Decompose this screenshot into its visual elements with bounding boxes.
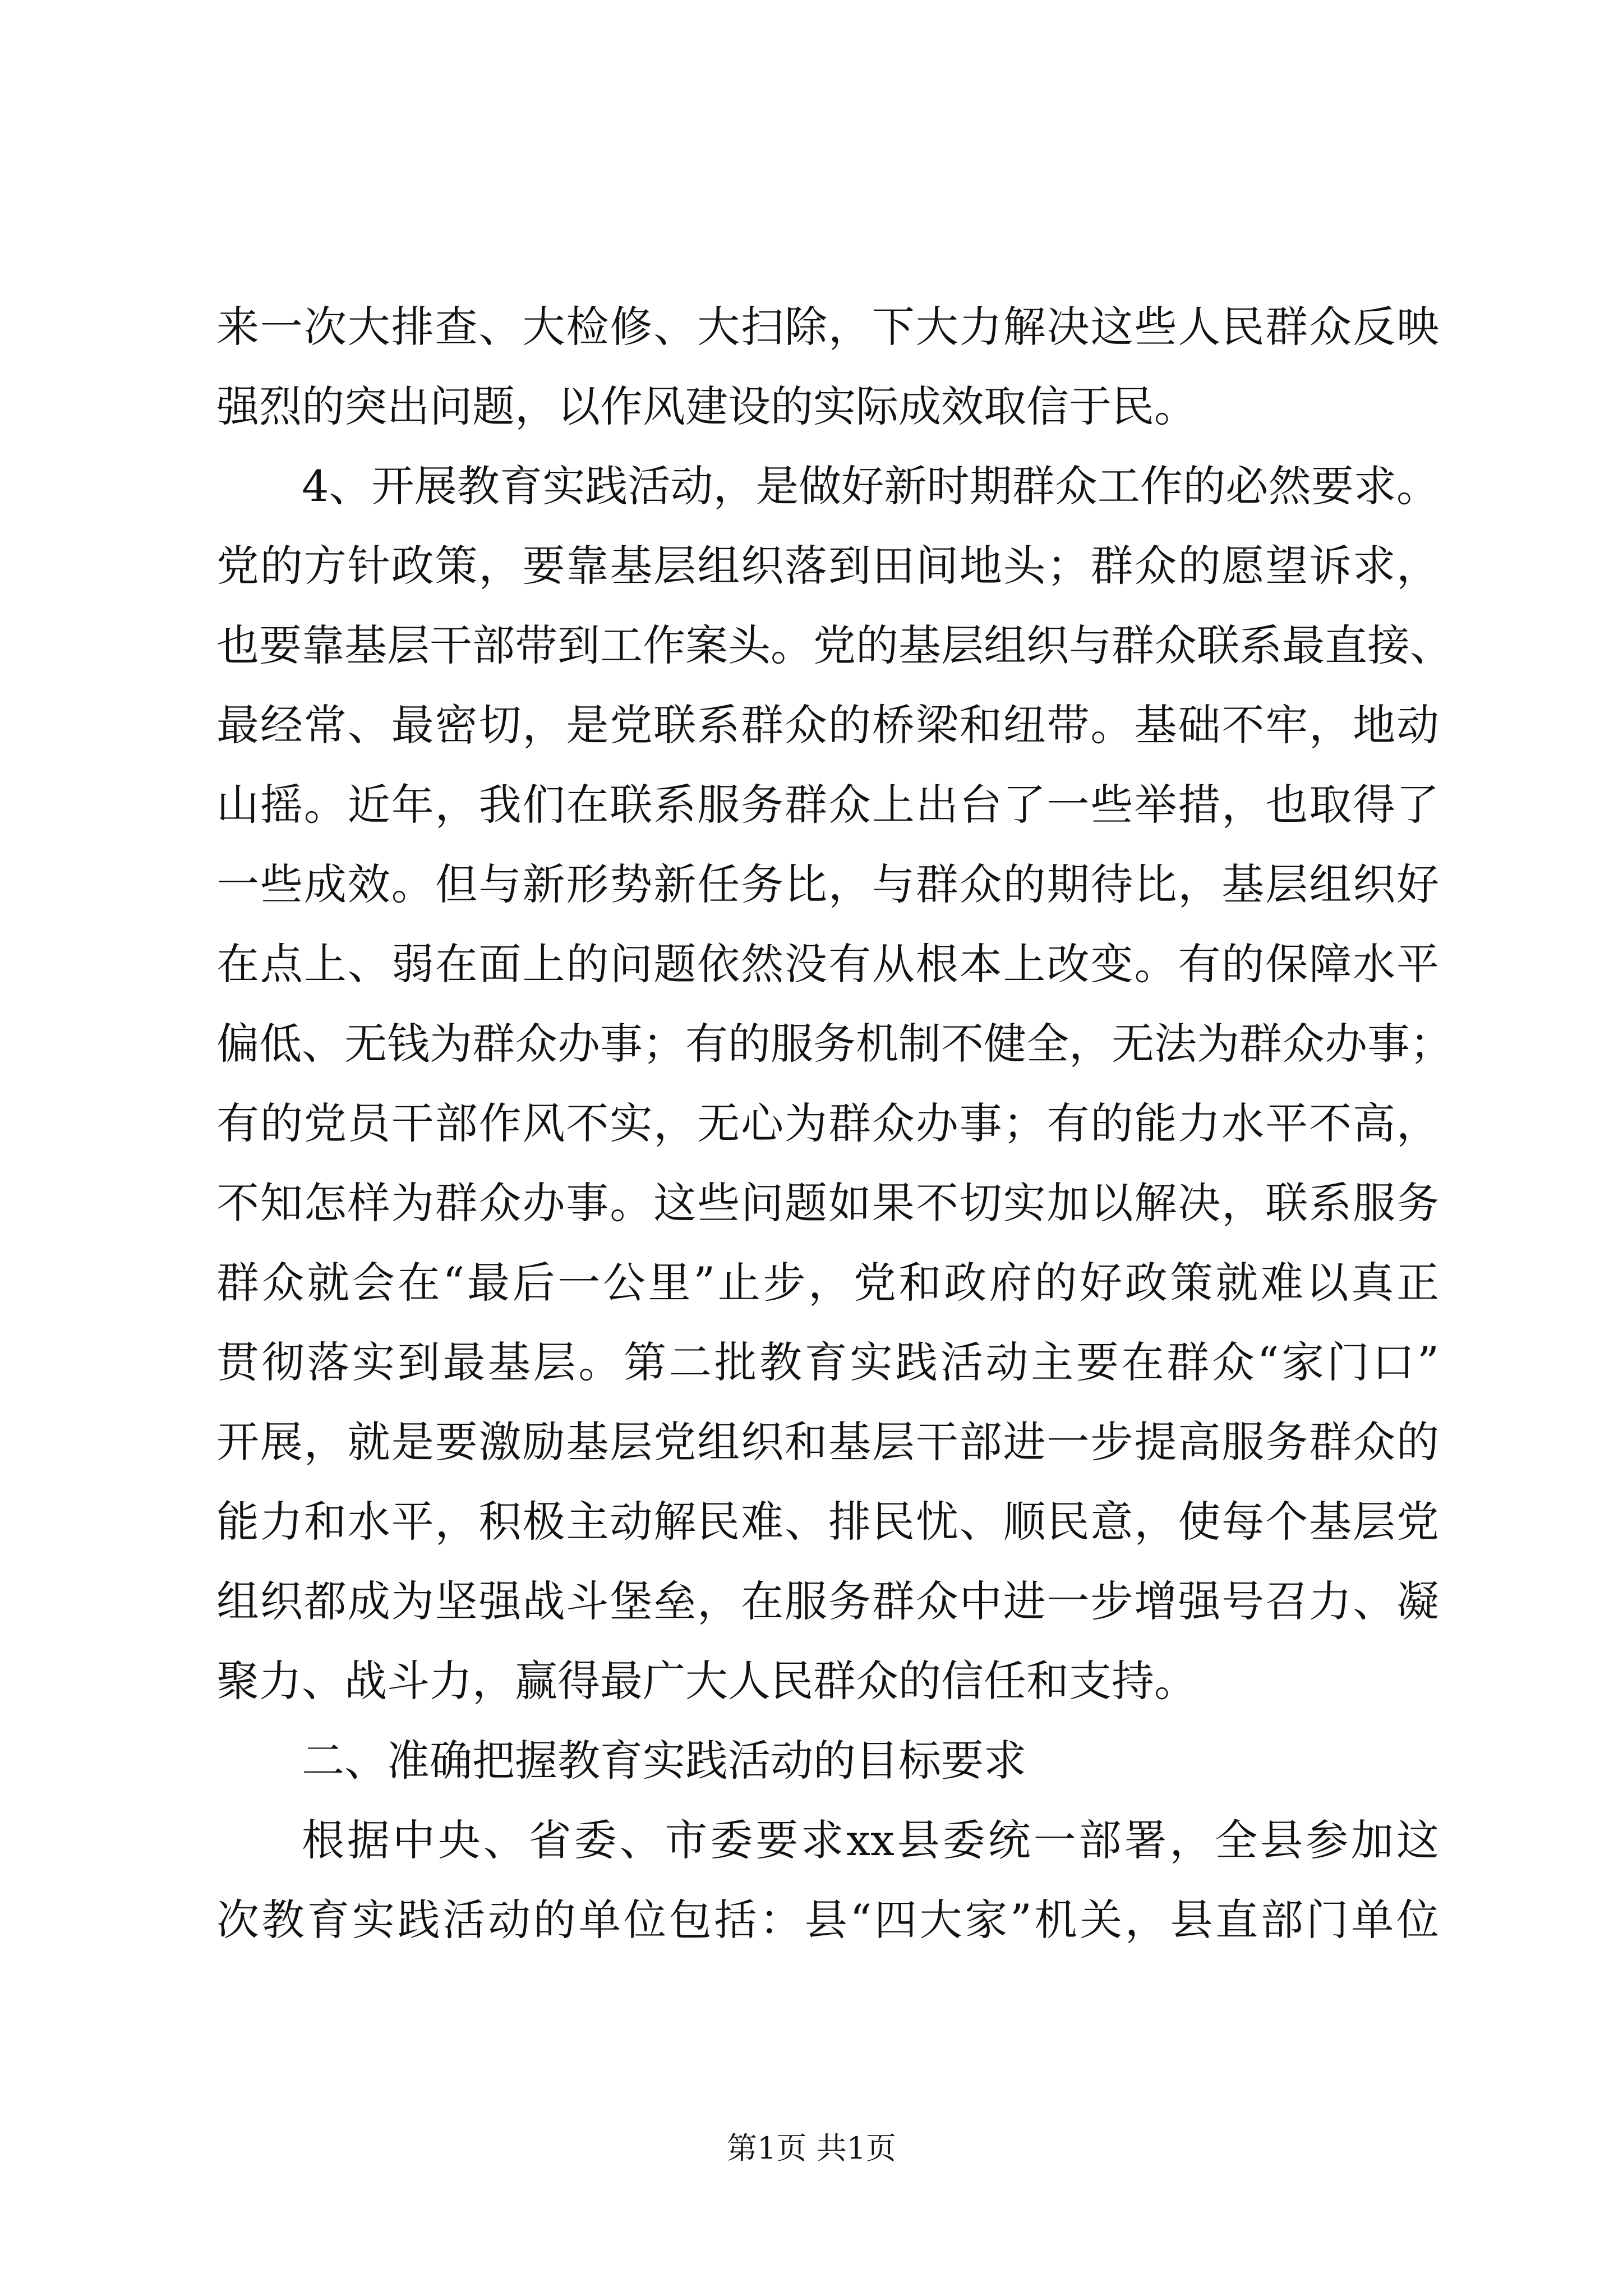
text-line: 来一次大排查、大检修、大扫除，下大力解决这些人民群众反映 <box>216 302 1439 352</box>
paragraph-first-line: 4、开展教育实践活动，是做好新时期群众工作的必然要求。 <box>302 461 1439 511</box>
text-line: 山摇。近年，我们在联系服务群众上出台了一些举措，也取得了 <box>216 780 1439 830</box>
text-line: 贯彻落实到最基层。第二批教育实践活动主要在群众“家门口” <box>216 1337 1439 1387</box>
text-line: 党的方针政策，要靠基层组织落到田间地头；群众的愿望诉求， <box>216 541 1439 591</box>
page-footer <box>0 2126 1623 2171</box>
text-line: 不知怎样为群众办事。这些问题如果不切实加以解决，联系服务 <box>216 1178 1439 1228</box>
section-heading: 二、准确把握教育实践活动的目标要求 <box>302 1736 1026 1786</box>
text-line: 次教育实践活动的单位包括：县“四大家”机关，县直部门单位 <box>216 1895 1439 1945</box>
text-line: 一些成效。但与新形势新任务比，与群众的期待比，基层组织好 <box>216 859 1439 909</box>
document-body <box>216 287 1453 1960</box>
text-line: 群众就会在“最后一公里”止步，党和政府的好政策就难以真正 <box>216 1258 1439 1308</box>
text-line: 在点上、弱在面上的问题依然没有从根本上改变。有的保障水平 <box>216 939 1439 989</box>
text-line: 组织都成为坚强战斗堡垒，在服务群众中进一步增强号召力、凝 <box>216 1576 1439 1626</box>
text-line: 强烈的突出问题，以作风建设的实际成效取信于民。 <box>216 381 1197 431</box>
text-line: 有的党员干部作风不实，无心为群众办事；有的能力水平不高， <box>216 1098 1439 1148</box>
text-line: 也要靠基层干部带到工作案头。党的基层组织与群众联系最直接、 <box>216 620 1453 670</box>
text-line: 聚力、战斗力，赢得最广大人民群众的信任和支持。 <box>216 1656 1197 1706</box>
text-line: 偏低、无钱为群众办事；有的服务机制不健全，无法为群众办事； <box>216 1019 1453 1069</box>
text-line: 能力和水平，积极主动解民难、排民忧、顺民意，使每个基层党 <box>216 1497 1439 1547</box>
text-line: 最经常、最密切，是党联系群众的桥梁和纽带。基础不牢，地动 <box>216 700 1439 750</box>
page-number-label: 第1页 共1页 <box>727 2131 896 2166</box>
text-line: 开展，就是要激励基层党组织和基层干部进一步提高服务群众的 <box>216 1417 1439 1467</box>
paragraph-first-line: 根据中央、省委、市委要求xx县委统一部署，全县参加这 <box>302 1815 1439 1865</box>
